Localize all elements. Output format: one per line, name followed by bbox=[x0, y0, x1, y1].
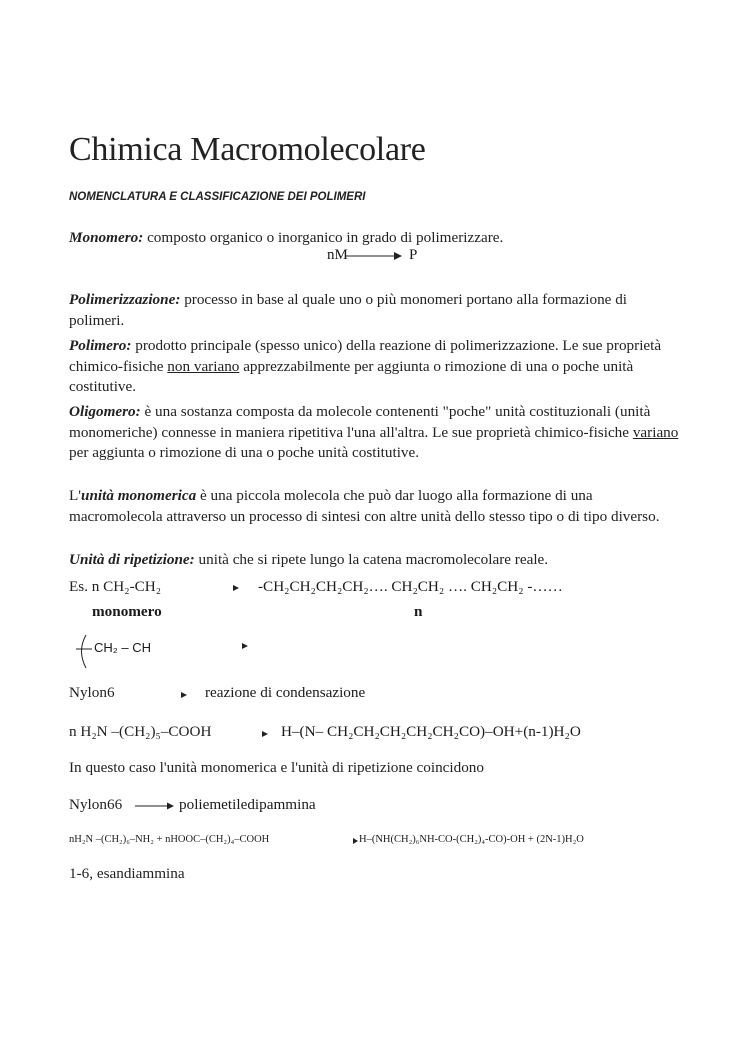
oligomero-text-a: è una sostanza composta da molecole contenenti "poche" unità costituzionali (unità monomeriche) connesse in maniera ripetitiva l'una all'altra. Le sue proprietà chimico-fisiche bbox=[69, 403, 651, 441]
structure-arrow-icon bbox=[242, 643, 248, 649]
monomero-definition bbox=[69, 228, 679, 249]
n-label: n bbox=[414, 603, 423, 620]
nylon6-label: Nylon6 bbox=[69, 684, 115, 701]
bracket-icon bbox=[74, 634, 94, 670]
section-subtitle: NOMENCLATURA E CLASSIFICAZIONE DEI POLIMERI bbox=[69, 191, 366, 203]
nylon6-reaction-left: n H₂N –(CH₂)₅–COOH bbox=[69, 723, 212, 740]
monomero-term: Monomero: bbox=[69, 229, 144, 246]
nylon6-reaction-arrow-icon bbox=[262, 731, 268, 737]
monomero-text: composto organico o inorganico in grado di polimerizzare. bbox=[143, 229, 504, 246]
nylon66-arrow-icon bbox=[135, 801, 175, 811]
example-right: -CH₂CH₂CH₂CH₂…. CH₂CH₂ …. CH₂CH₂ -…… bbox=[258, 578, 563, 595]
oligomero-term: Oligomero: bbox=[69, 403, 141, 420]
page-title: Chimica Macromolecolare bbox=[69, 131, 426, 168]
example-arrow-icon bbox=[233, 585, 239, 591]
unita-ripetizione-text: unità che si ripete lungo la catena macromolecolare reale. bbox=[194, 551, 549, 568]
unita-monomerica-prefix: L' bbox=[69, 487, 82, 504]
example-left: Es. n CH₂-CH₂ bbox=[69, 578, 162, 595]
polimerizzazione-definition bbox=[69, 290, 679, 331]
polimero-term: Polimero: bbox=[69, 337, 132, 354]
oligomero-definition bbox=[69, 402, 679, 464]
unita-monomerica-text: è una piccola molecola che può dar luogo alla formazione di una macromolecola attraverso un processo di sintesi con altre unità dello stesso tipo o di tipo diverso. bbox=[69, 487, 660, 525]
polimerizzazione-text: processo in base al quale uno o più monomeri portano alla formazione di polimeri. bbox=[69, 291, 628, 329]
monomero-label: monomero bbox=[92, 603, 162, 620]
reaction-nm-right: P bbox=[409, 247, 418, 263]
nylon66-reaction-left: nH₂N –(CH₂)₆–NH₂ + nHOOC–(CH₂)₄–COOH bbox=[69, 834, 270, 845]
polimero-text-b: apprezzabilmente per aggiunta o rimozione di una o poche unità costitutive. bbox=[69, 357, 634, 395]
nylon66-text: poliemetiledipammina bbox=[179, 796, 316, 813]
structure-group: CH₂ – CH bbox=[94, 640, 152, 655]
nylon6-arrow-icon bbox=[181, 692, 187, 698]
unita-ripetizione-definition bbox=[69, 550, 679, 571]
unita-ripetizione-term: Unità di ripetizione: bbox=[69, 551, 195, 568]
polimero-text-a: prodotto principale (spesso unico) della reazione di polimerizzazione. Le sue proprietà chimico-fisiche bbox=[69, 337, 662, 375]
nylon6-text: reazione di condensazione bbox=[205, 684, 366, 701]
polimero-definition bbox=[69, 336, 679, 398]
polimerizzazione-term: Polimerizzazione: bbox=[69, 291, 181, 308]
reaction-arrow-icon bbox=[345, 250, 403, 262]
esandiammina-label: 1-6, esandiammina bbox=[69, 865, 185, 882]
nylon66-reaction-arrow-icon bbox=[353, 838, 358, 844]
coincidence-sentence: In questo caso l'unità monomerica e l'unità di ripetizione coincidono bbox=[69, 759, 484, 776]
polimero-underline: non variano bbox=[167, 357, 240, 375]
oligomero-text-b: per aggiunta o rimozione di una o poche unità costitutive. bbox=[69, 444, 420, 461]
nylon6-reaction-right: H–(N– CH₂CH₂CH₂CH₂CH₂CO)–OH+(n-1)H₂O bbox=[281, 723, 581, 740]
nylon66-label: Nylon66 bbox=[69, 796, 123, 813]
unita-monomerica-definition bbox=[69, 486, 679, 527]
nylon66-reaction-right: H–(NH(CH₂)₆NH-CO-(CH₂)₄-CO)-OH + (2N-1)H₂O bbox=[359, 834, 584, 845]
oligomero-underline: variano bbox=[632, 423, 679, 441]
reaction-nm-left: nM bbox=[327, 247, 348, 263]
unita-monomerica-term: unità monomerica bbox=[81, 487, 197, 504]
